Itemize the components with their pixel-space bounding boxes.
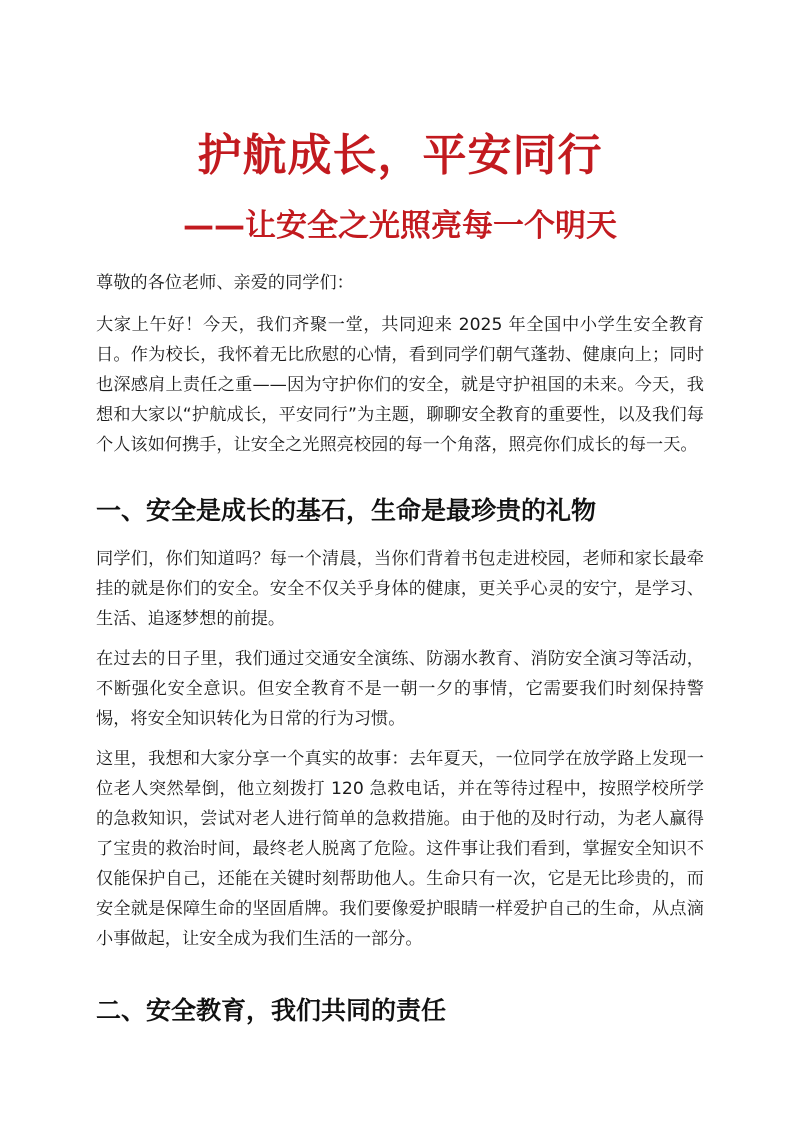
section-heading-1: 一、安全是成长的基石，生命是最珍贵的礼物	[96, 496, 597, 525]
section1-paragraph-1: 同学们，你们知道吗？每一个清晨，当你们背着书包走进校园，老师和家长最牵挂的就是你们的安全。安全不仅关乎身体的健康，更关乎心灵的安宁，是学习、生活、追逐梦想的前提。	[96, 549, 704, 629]
section1-paragraph-3: 这里，我想和大家分享一个真实的故事：去年夏天，一位同学在放学路上发现一位老人突然晕倒，他立刻拨打 120 急救电话，并在等待过程中，按照学校所学的急救知识，尝试对老人进行简单的急救措施。由于他的及时行动，为老人赢得了宝贵的救治时间，最终老人脱离了危险。这件事让我们看到，掌握安全知识不仅能保护自己，还能在关键时刻帮助他人。生命只有一次，它是无比珍贵的，而安全就是保障生命的坚固盾牌。我们要像爱护眼睛一样爱护自己的生命，从点滴小事做起，让安全成为我们生活的一部分。	[96, 749, 704, 949]
section1-paragraph-2: 在过去的日子里，我们通过交通安全演练、防溺水教育、消防安全演习等活动，不断强化安全意识。但安全教育不是一朝一夕的事情，它需要我们时刻保持警惕，将安全知识转化为日常的行为习惯。	[96, 649, 704, 729]
greeting: 尊敬的各位老师、亲爱的同学们：	[96, 273, 354, 293]
document-subtitle: ——让安全之光照亮每一个明天	[183, 208, 617, 244]
intro-paragraph: 大家上午好！今天，我们齐聚一堂，共同迎来 2025 年全国中小学生安全教育日。作为校长，我怀着无比欣慰的心情，看到同学们朝气蓬勃、健康向上；同时也深感肩上责任之重——因为守护你们的安全，就是守护祖国的未来。今天，我想和大家以“护航成长，平安同行”为主题，聊聊安全教育的重要性，以及我们每个人该如何携手，让安全之光照亮校园的每一个角落，照亮你们成长的每一天。	[96, 315, 704, 455]
section-heading-2: 二、安全教育，我们共同的责任	[96, 996, 447, 1025]
document-title: 护航成长，平安同行	[197, 130, 603, 181]
